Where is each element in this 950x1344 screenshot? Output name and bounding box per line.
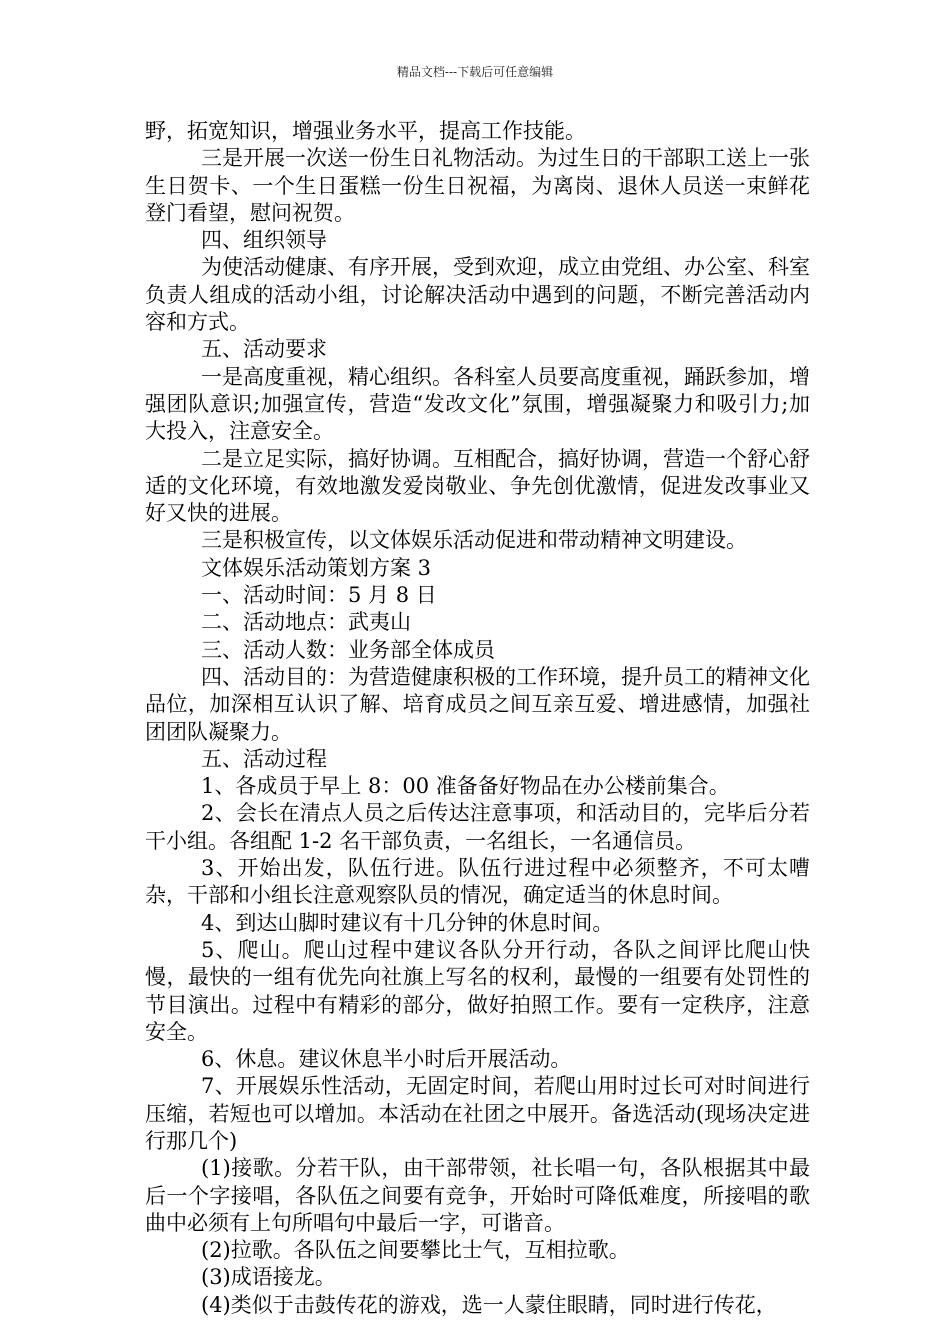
paragraph: 3、开始出发，队伍行进。队伍行进过程中必须整齐，不可太嘈杂，干部和小组长注意观察队员的情况，确定适当的休息时间。 <box>145 856 810 908</box>
paragraph: 4、到达山脚时建议有十几分钟的休息时间。 <box>201 910 614 935</box>
paragraph: (1)接歌。分若干队，由干部带领，社长唱一句，各队根据其中最后一个字接唱，各队伍之间要有竞争，开始时可降低难度，所接唱的歌曲中必须有上句所唱句中最后一字，可谐音。 <box>145 1156 810 1235</box>
paragraph: 三、活动人数：业务部全体成员 <box>201 637 495 662</box>
paragraph: (3)成语接龙。 <box>201 1265 336 1290</box>
paragraph: (2)拉歌。各队伍之间要攀比士气，互相拉歌。 <box>201 1238 630 1263</box>
document-body <box>145 118 810 1319</box>
paragraph: 五、活动要求 <box>201 337 327 362</box>
paragraph: 三是开展一次送一份生日礼物活动。为过生日的干部职工送上一张生日贺卡、一个生日蛋糕一份生日祝福，为离岗、退休人员送一束鲜花登门看望，慰问祝贺。 <box>145 146 810 225</box>
paragraph: 四、活动目的：为营造健康积极的工作环境，提升员工的精神文化品位，加深相互认识了解、培育成员之间互亲互爱、增进感情，加强社团团队凝聚力。 <box>145 664 810 744</box>
paragraph: 6、休息。建议休息半小时后开展活动。 <box>201 1047 572 1072</box>
paragraph: 四、组织领导 <box>201 228 327 253</box>
paragraph: 5、爬山。爬山过程中建议各队分开行动，各队之间评比爬山快慢，最快的一组有优先向社旗上写名的权利，最慢的一组要有处罚性的节目演出。过程中有精彩的部分，做好拍照工作。要有一定秩序，注意安全。 <box>145 937 810 1044</box>
paragraph: 1、各成员于早上 8：00 准备备好物品在办公楼前集合。 <box>201 774 730 799</box>
paragraph: 7、开展娱乐性活动，无固定时间，若爬山用时过长可对时间进行压缩，若短也可以增加。本活动在社团之中展开。备选活动(现场决定进行那几个) <box>145 1074 810 1153</box>
paragraph: 三是积极宣传，以文体娱乐活动促进和带动精神文明建设。 <box>201 528 747 553</box>
page-header: 精品文档---下载后可任意编辑 <box>396 65 554 79</box>
paragraph: 文体娱乐活动策划方案 3 <box>201 555 432 580</box>
paragraph: 一是高度重视，精心组织。各科室人员要高度重视，踊跃参加，增强团队意识;加强宣传，营造“发改文化”氛围，增强凝聚力和吸引力;加大投入，注意安全。 <box>145 364 810 444</box>
paragraph: 一、活动时间：5 月 8 日 <box>201 583 437 608</box>
paragraph: 五、活动过程 <box>201 746 327 771</box>
paragraph: 2、会长在清点人员之后传达注意事项，和活动目的，完毕后分若干小组。各组配 1-2 名干部负责，一名组长，一名通信员。 <box>145 801 810 853</box>
paragraph: 二是立足实际，搞好协调。互相配合，搞好协调，营造一个舒心舒适的文化环境，有效地激发爱岗敬业、争先创优激情，促进发改事业又好又快的进展。 <box>145 446 810 526</box>
paragraph: 二、活动地点：武夷山 <box>201 610 411 635</box>
paragraph: (4)类似于击鼓传花的游戏，选一人蒙住眼睛，同时进行传花， <box>201 1292 777 1317</box>
paragraph: 野，拓宽知识，增强业务水平，提高工作技能。 <box>145 119 586 143</box>
paragraph: 为使活动健康、有序开展，受到欢迎，成立由党组、办公室、科室负责人组成的活动小组，讨论解决活动中遇到的问题，不断完善活动内容和方式。 <box>145 255 810 335</box>
